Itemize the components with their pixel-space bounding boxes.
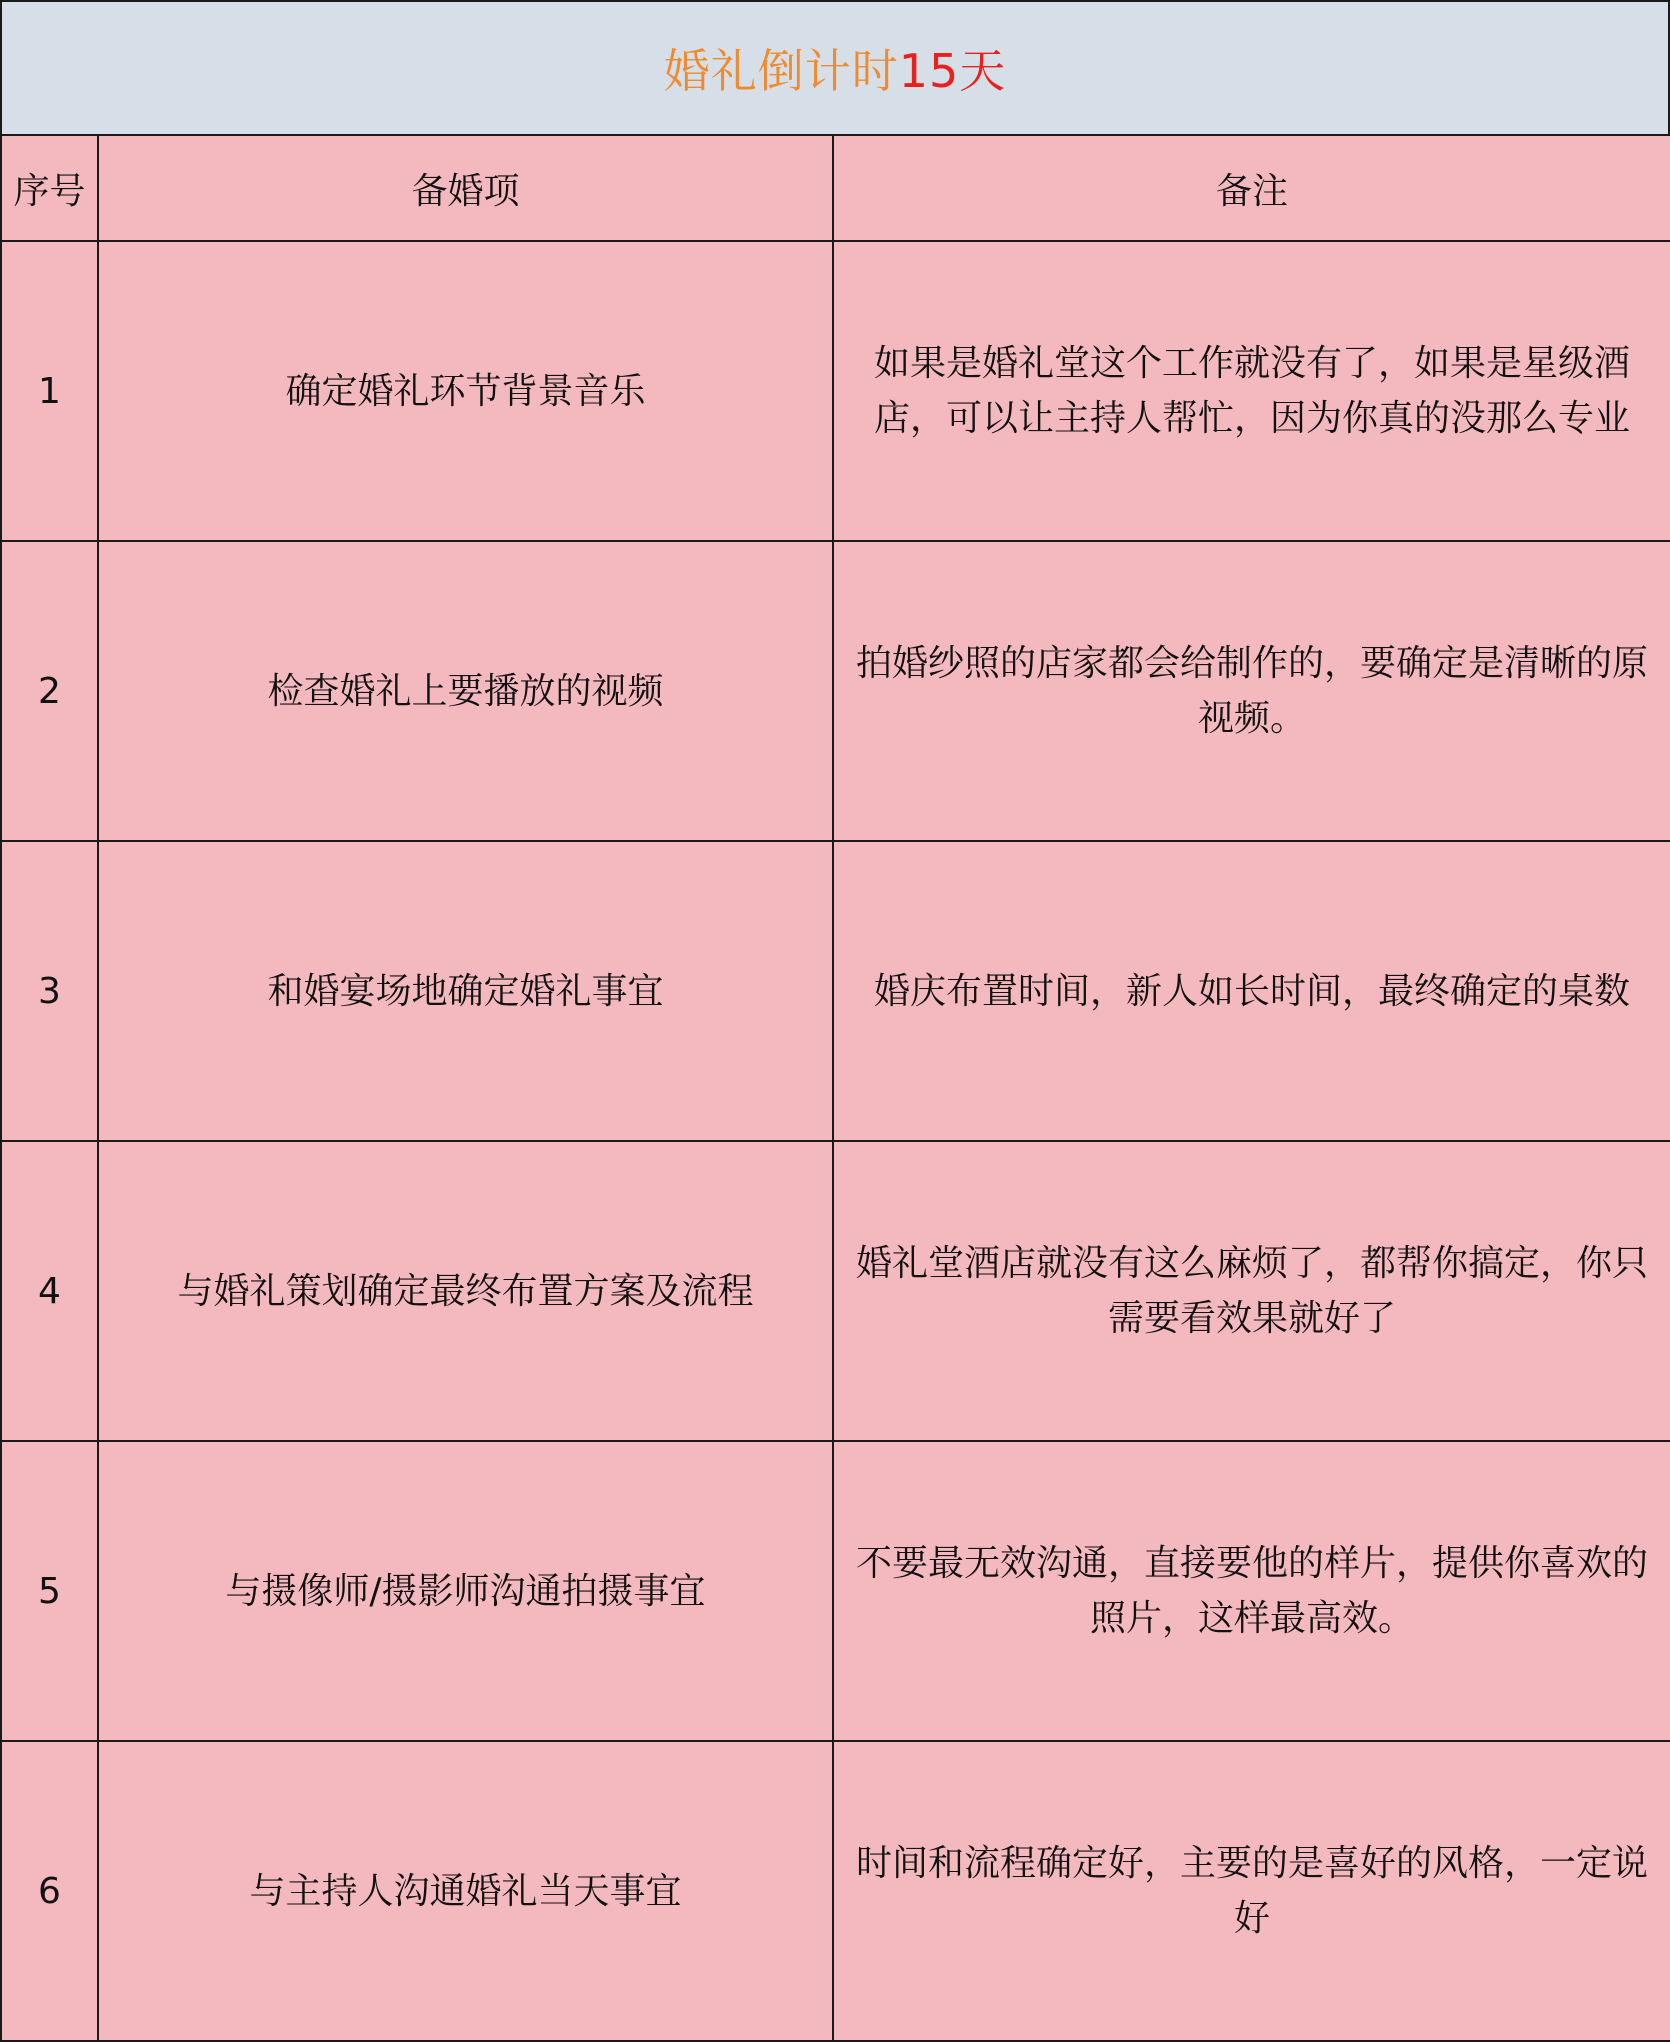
- table-row: [1, 841, 1670, 1141]
- row-note: 时间和流程确定好，主要的是喜好的风格，一定说好: [833, 1741, 1670, 2041]
- row-item: 检查婚礼上要播放的视频: [98, 541, 833, 841]
- row-index: 5: [1, 1441, 98, 1741]
- wedding-checklist-table: [0, 134, 1670, 2042]
- row-index: 2: [1, 541, 98, 841]
- title-main-text: 婚礼倒计时: [663, 44, 899, 98]
- row-index: 1: [1, 241, 98, 541]
- row-item: 与主持人沟通婚礼当天事宜: [98, 1741, 833, 2041]
- table-row: [1, 241, 1670, 541]
- table-row: [1, 1441, 1670, 1741]
- header-row: [1, 135, 1670, 241]
- row-item: 与婚礼策划确定最终布置方案及流程: [98, 1141, 833, 1441]
- column-header-note: 备注: [833, 135, 1670, 241]
- row-note: 婚礼堂酒店就没有这么麻烦了，都帮你搞定，你只需要看效果就好了: [833, 1141, 1670, 1441]
- column-header-index: 序号: [1, 135, 98, 241]
- sheet-title: [0, 0, 1670, 136]
- title-countdown-text: 15天: [898, 44, 1007, 98]
- row-item: 和婚宴场地确定婚礼事宜: [98, 841, 833, 1141]
- row-note: 不要最无效沟通，直接要他的样片，提供你喜欢的照片，这样最高效。: [833, 1441, 1670, 1741]
- column-header-item: 备婚项: [98, 135, 833, 241]
- row-index: 3: [1, 841, 98, 1141]
- row-note: 婚庆布置时间，新人如长时间，最终确定的桌数: [833, 841, 1670, 1141]
- row-index: 6: [1, 1741, 98, 2041]
- row-item: 与摄像师/摄影师沟通拍摄事宜: [98, 1441, 833, 1741]
- row-note: 如果是婚礼堂这个工作就没有了，如果是星级酒店，可以让主持人帮忙，因为你真的没那么专业: [833, 241, 1670, 541]
- table-row: [1, 1141, 1670, 1441]
- row-item: 确定婚礼环节背景音乐: [98, 241, 833, 541]
- table-row: [1, 1741, 1670, 2041]
- table-row: [1, 541, 1670, 841]
- row-index: 4: [1, 1141, 98, 1441]
- row-note: 拍婚纱照的店家都会给制作的，要确定是清晰的原视频。: [833, 541, 1670, 841]
